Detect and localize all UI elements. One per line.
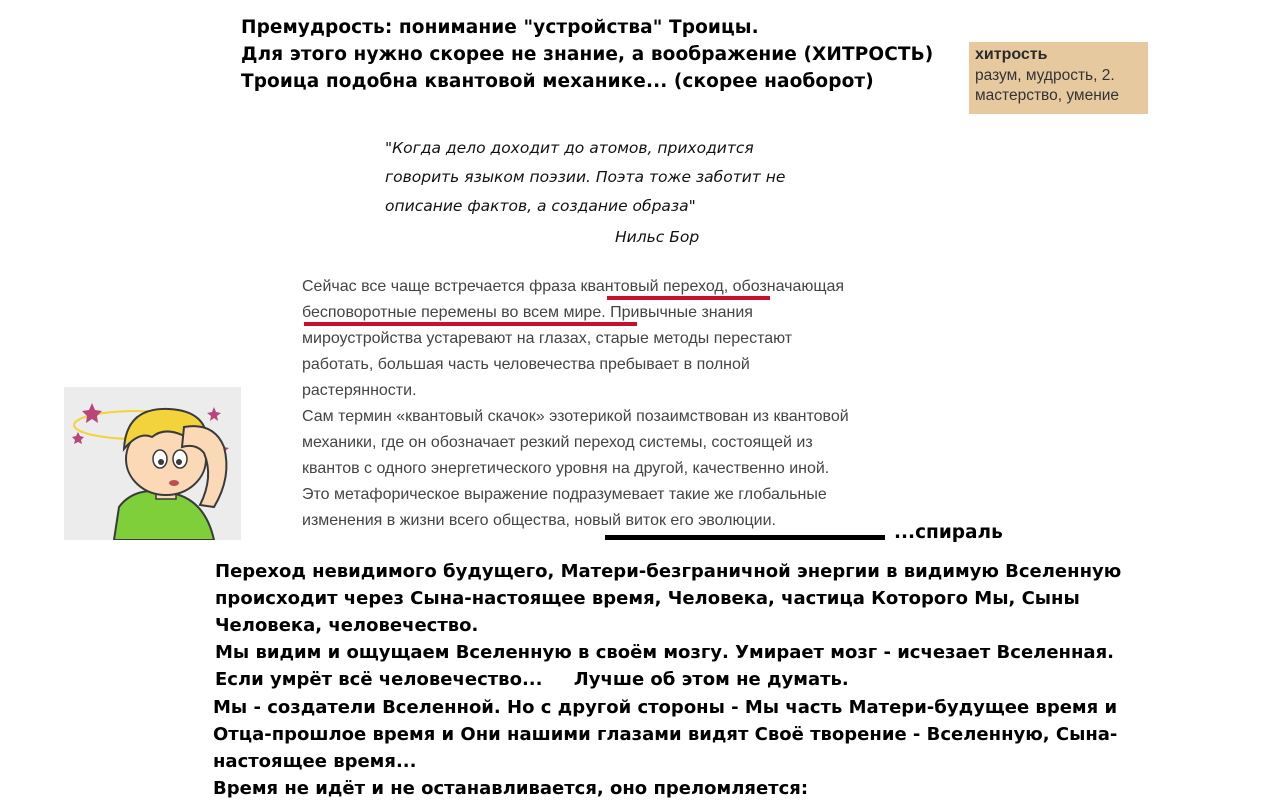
heading-line-3: Троица подобна квантовой механике... (скорее наоборот)	[241, 71, 874, 92]
body-line-3: Человека, человечество.	[215, 615, 479, 636]
article-line-9: Это метафорическое выражение подразумевает такие же глобальные	[302, 486, 827, 503]
article-line-3: мироустройства устаревают на глазах, старые методы перестают	[302, 330, 793, 347]
main-text-part-2	[213, 694, 1213, 802]
dictionary-definition-box	[969, 42, 1148, 114]
article-text: . Привычные знания	[601, 304, 753, 321]
red-underline-1	[607, 296, 770, 300]
quote-line-1: "Когда дело доходит до атомов, приходится	[385, 139, 754, 157]
article-line-6: Сам термин «квантовый скачок» эзотерикой позаимствован из квантовой	[302, 408, 849, 425]
body-line-8: настоящее время...	[213, 751, 417, 772]
confused-boy-illustration	[64, 387, 241, 540]
highlighted-phrase-quantum-transition: квантовый переход	[580, 278, 724, 295]
spiral-note: ...спираль	[894, 522, 1003, 543]
confused-boy-icon	[64, 387, 241, 540]
black-underline	[605, 535, 885, 540]
quote-line-3: описание фактов, а создание образа"	[385, 197, 696, 215]
red-underline-2	[304, 322, 637, 326]
body-line-9: Время не идёт и не останавливается, оно преломляется:	[213, 778, 809, 799]
heading-line-1: Премудрость: понимание "устройства" Троицы.	[241, 17, 759, 38]
body-line-4: Мы видим и ощущаем Вселенную в своём мозгу. Умирает мозг - исчезает Вселенная.	[215, 642, 1114, 663]
main-text-part-1	[215, 558, 1215, 693]
article-excerpt	[302, 274, 942, 534]
article-line-7: механики, где он обозначает резкий переход системы, состоящей из	[302, 434, 813, 451]
body-line-2: происходит через Сына-настоящее время, Человека, частица Которого Мы, Сыны	[215, 588, 1080, 609]
quote-author: Нильс Бор	[615, 228, 700, 246]
article-line-8: квантов с одного энергетического уровня на другой, качественно иной.	[302, 460, 830, 477]
dictionary-term: хитрость	[975, 46, 1048, 63]
article-text: , обозначающая	[723, 278, 845, 295]
article-line-5: растерянности.	[302, 382, 417, 399]
body-line-6: Мы - создатели Вселенной. Но с другой стороны - Мы часть Матери-будущее время и	[213, 697, 1118, 718]
article-text: Сейчас все чаще встречается фраза	[302, 278, 581, 295]
body-line-5: Если умрёт всё человечество... Лучше об этом не думать.	[215, 669, 849, 690]
quote-block	[385, 134, 855, 221]
dictionary-definition-line-2: мастерство, умение	[975, 87, 1120, 104]
highlighted-phrase-irreversible-changes: бесповоротные перемены во всем мире	[302, 304, 602, 321]
quote-line-2: говорить языком поэзии. Поэта тоже заботит не	[385, 168, 786, 186]
article-line-10: изменения в жизни всего общества, новый виток его эволюции.	[302, 512, 776, 529]
body-line-7: Отца-прошлое время и Они нашими глазами видят Своё творение - Вселенную, Сына-	[213, 724, 1118, 745]
body-line-1: Переход невидимого будущего, Матери-безграничной энергии в видимую Вселенную	[215, 561, 1122, 582]
dictionary-definition-line-1: разум, мудрость, 2.	[975, 67, 1115, 84]
article-line-4: работать, большая часть человечества пребывает в полной	[302, 356, 750, 373]
heading-line-2: Для этого нужно скорее не знание, а воображение (ХИТРОСТЬ)	[241, 44, 934, 65]
page-heading	[241, 14, 961, 95]
